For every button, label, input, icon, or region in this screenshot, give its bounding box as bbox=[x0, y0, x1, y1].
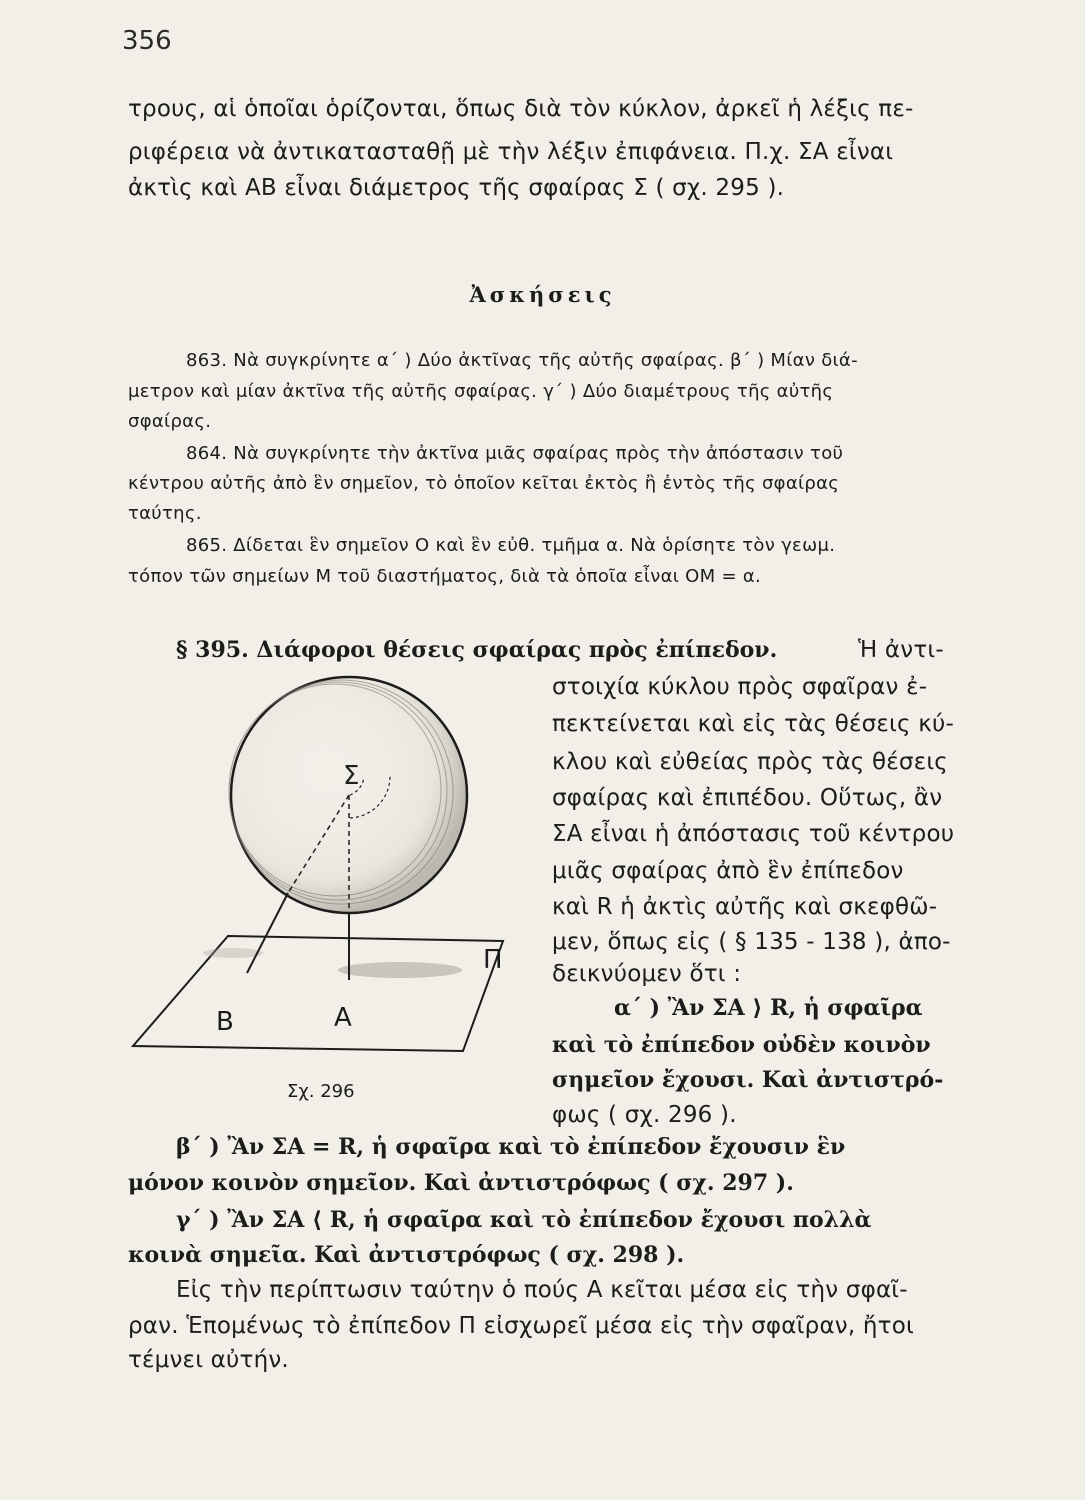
label-a: Α bbox=[334, 1003, 352, 1033]
section-text-line-3: κλου καὶ εὐθείας πρὸς τὰς θέσεις bbox=[552, 749, 949, 775]
section-text-line-5: ΣΑ εἶναι ἡ ἀπόστασις τοῦ κέντρου bbox=[552, 821, 955, 847]
case-b-line-2: μόνον κοινὸν σημεῖον. Καὶ ἀντιστρόφως ( σχ. 297 ). bbox=[128, 1170, 794, 1196]
section-text-line-2: πεκτείνεται καὶ εἰς τὰς θέσεις κύ- bbox=[552, 711, 955, 737]
intro-line-3: ἀκτὶς καὶ ΑΒ εἶναι διάμετρος τῆς σφαίρας Σ ( σχ. 295 ). bbox=[128, 175, 785, 201]
label-b: Β bbox=[216, 1007, 234, 1037]
exercise-864-line-2: κέντρου αὐτῆς ἀπὸ ἓν σημεῖον, τὸ ὁποῖον κεῖται ἐκτὸς ἢ ἐντὸς τῆς σφαίρας bbox=[128, 473, 840, 494]
exercise-863-line-3: σφαίρας. bbox=[128, 411, 212, 432]
exercise-864-line-1: 864. Νὰ συγκρίνητε τὴν ἀκτῖνα μιᾶς σφαίρας πρὸς τὴν ἀπόστασιν τοῦ bbox=[186, 443, 844, 464]
plane-shading bbox=[338, 962, 462, 978]
plane-shading-left bbox=[203, 948, 263, 958]
exercise-865-line-1: 865. Δίδεται ἓν σημεῖον Ο καὶ ἓν εὐθ. τμῆμα α. Νὰ ὁρίσητε τὸν γεωμ. bbox=[186, 535, 836, 556]
case-c-line-1: γ΄ ) Ἂν ΣΑ ⟨ R, ἡ σφαῖρα καὶ τὸ ἐπίπεδον ἔχουσι πολλὰ bbox=[176, 1207, 872, 1233]
final-line-3: τέμνει αὐτήν. bbox=[128, 1347, 289, 1373]
plane-outline bbox=[133, 936, 503, 1051]
section-text-line-1: στοιχία κύκλου πρὸς σφαῖραν ἐ- bbox=[552, 674, 928, 700]
intro-line-1: τρους, αἱ ὁποῖαι ὁρίζονται, ὅπως διὰ τὸν κύκλον, ἀρκεῖ ἡ λέξις πε- bbox=[128, 96, 914, 122]
intro-line-2: ριφέρεια νὰ ἀντικατασταθῇ μὲ τὴν λέξιν ἐπιφάνεια. Π.χ. ΣΑ εἶναι bbox=[128, 139, 894, 165]
section-first-line-tail: Ἡ ἀντι- bbox=[858, 637, 944, 663]
slant-line bbox=[247, 893, 288, 973]
case-b-line-1: β΄ ) Ἂν ΣΑ = R, ἡ σφαῖρα καὶ τὸ ἐπίπεδον ἔχουσιν ἓν bbox=[176, 1134, 846, 1160]
page-number: 356 bbox=[122, 26, 172, 56]
final-line-2: ραν. Ἑπομένως τὸ ἐπίπεδον Π εἰσχωρεῖ μέσα εἰς τὴν σφαῖραν, ἤτοι bbox=[128, 1313, 914, 1339]
section-text-line-9: δεικνύομεν ὅτι : bbox=[552, 961, 742, 987]
exercise-863-line-2: μετρον καὶ μίαν ἀκτῖνα τῆς αὐτῆς σφαίρας. γ΄ ) Δύο διαμέτρους τῆς αὐτῆς bbox=[128, 381, 834, 402]
section-text-line-8: μεν, ὅπως εἰς ( § 135 - 138 ), ἀπο- bbox=[552, 929, 951, 955]
exercise-863-line-1: 863. Νὰ συγκρίνητε α΄ ) Δύο ἀκτῖνας τῆς αὐτῆς σφαίρας. β΄ ) Μίαν διά- bbox=[186, 350, 858, 371]
final-line-1: Εἰς τὴν περίπτωσιν ταύτην ὁ πούς Α κεῖται μέσα εἰς τὴν σφαῖ- bbox=[176, 1277, 908, 1303]
case-a-line-2: καὶ τὸ ἐπίπεδον οὐδὲν κοινὸν bbox=[552, 1032, 931, 1058]
section-title: § 395. Διάφοροι θέσεις σφαίρας πρὸς ἐπίπεδον. bbox=[176, 637, 778, 663]
section-text-line-6: μιᾶς σφαίρας ἀπὸ ἓν ἐπίπεδον bbox=[552, 858, 904, 884]
label-center: Σ bbox=[343, 761, 360, 791]
case-c-line-2: κοινὰ σημεῖα. Καὶ ἀντιστρόφως ( σχ. 298 ). bbox=[128, 1242, 685, 1268]
case-a-line-1: α΄ ) Ἂν ΣΑ ⟩ R, ἡ σφαῖρα bbox=[614, 995, 923, 1021]
figure-caption: Σχ. 296 bbox=[287, 1081, 355, 1102]
case-a-line-3: σημεῖον ἔχουσι. Καὶ ἀντιστρό- bbox=[552, 1067, 944, 1093]
exercise-865-line-2: τόπον τῶν σημείων Μ τοῦ διαστήματος, διὰ τὰ ὁποῖα εἶναι ΟΜ = α. bbox=[128, 566, 762, 587]
exercise-864-line-3: ταύτης. bbox=[128, 503, 202, 524]
exercises-heading: Ἀσκήσεις bbox=[469, 282, 616, 307]
sphere-plane-diagram bbox=[128, 668, 503, 1108]
figure-296 bbox=[128, 668, 503, 1108]
section-text-line-7: καὶ R ἡ ἀκτὶς αὐτῆς καὶ σκεφθῶ- bbox=[552, 894, 938, 920]
label-plane: Π bbox=[483, 945, 503, 975]
section-text-line-4: σφαίρας καὶ ἐπιπέδου. Οὕτως, ἂν bbox=[552, 785, 943, 811]
case-a-end: φως ( σχ. 296 ). bbox=[552, 1102, 737, 1128]
